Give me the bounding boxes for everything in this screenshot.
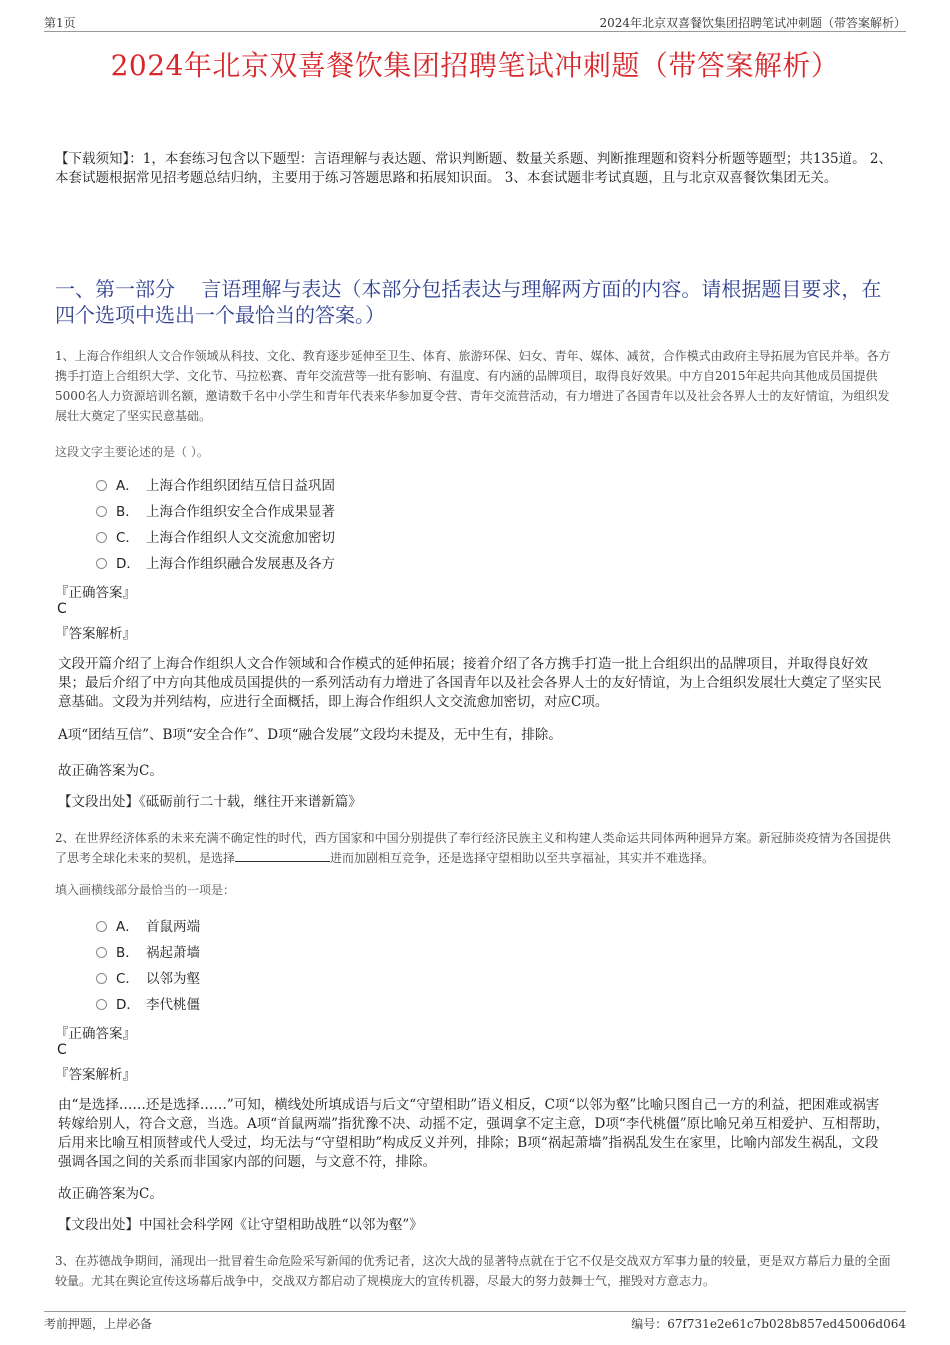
analysis-paragraph: 文段开篇介绍了上海合作组织人文合作领域和合作模式的延伸拓展；接着介绍了各方携手打造一批上合组织出的品牌项目，并取得良好效果；最后介绍了中方向其他成员国提供的一系列活动有力增进了各国青年以及社会各界人士的友好情谊，为上合组织发展壮大奠定了坚实民意基础。文段为并列结构，应进行全面概括，即上海合作组织人文交流愈加密切，对应C项。 bbox=[58, 656, 882, 710]
page-title: 2024年北京双喜餐饮集团招聘笔试冲刺题（带答案解析） bbox=[110, 49, 840, 82]
fill-in-blank bbox=[235, 849, 330, 862]
analysis-paragraph: A项“团结互信”、B项“安全合作”、D项“融合发展”文段均未提及，无中生有，排除。 bbox=[58, 727, 562, 743]
analysis-conclusion: 故正确答案为C。 bbox=[58, 1186, 163, 1202]
question-3-text: 3、在苏德战争期间，涌现出一批冒着生命危险采写新闻的优秀记者，这次大战的显著特点就在于它不仅是交战双方军事力量的较量，更是双方幕后力量的全面较量。尤其在舆论宣传这场幕后战争中，交战双方都启动了规模庞大的宣传机器，尽最大的努力鼓舞士气，摧毁对方意志力。 bbox=[55, 1254, 891, 1288]
source-citation: 【文段出处】中国社会科学网《让守望相助战胜“以邻为壑”》 bbox=[58, 1217, 423, 1233]
radio-button[interactable] bbox=[96, 973, 107, 984]
option-c[interactable]: C． 上海合作组织人文交流愈加密切 bbox=[96, 525, 335, 551]
radio-button[interactable] bbox=[96, 558, 107, 569]
question-1-stem: 这段文字主要论述的是（ ）。 bbox=[55, 445, 209, 459]
question-2-options bbox=[96, 914, 200, 1018]
option-d[interactable]: D． 李代桃僵 bbox=[96, 992, 200, 1018]
analysis-conclusion: 故正确答案为C。 bbox=[58, 763, 163, 779]
source-citation: 【文段出处】《砥砺前行二十载，继往开来谱新篇》 bbox=[58, 794, 362, 810]
analysis-label: 『答案解析』 bbox=[55, 1067, 136, 1083]
question-1-text: 1、上海合作组织人文合作领域从科技、文化、教育逐步延伸至卫生、体育、旅游环保、妇女、青年、媒体、减贫，合作模式由政府主导拓展为官民并举。各方携手打造上合组织大学、文化节、马拉松赛、青年交流营等一批有影响、有温度、有内涵的品牌项目，取得良好效果。中方自2015年起共向其他成员国提供5000名人力资源培训名额，邀请数千名中小学生和青年代表来华参加夏令营、青年交流营活动，有力增进了各国青年以及社会各界人士的友好情谊，为组织发展壮大奠定了坚实民意基础。 bbox=[55, 349, 891, 423]
analysis-label: 『答案解析』 bbox=[55, 626, 136, 642]
section-heading: 一、第一部分 言语理解与表达（本部分包括表达与理解两方面的内容。请根据题目要求，在四个选项中选出一个最恰当的答案。） bbox=[55, 277, 882, 327]
option-c[interactable]: C． 以邻为壑 bbox=[96, 966, 200, 992]
footer-slogan: 考前押题，上岸必备 bbox=[44, 1317, 153, 1331]
question-2-text: 2、在世界经济体系的未来充满不确定性的时代，西方国家和中国分别提供了奉行经济民族主义和构建人类命运共同体两种迥异方案。新冠肺炎疫情为各国提供了思考全球化未来的契机，是选择 进而加剧相互竞争，还是选择守望相助以至共享福祉，其实并不难选择。 bbox=[55, 831, 891, 865]
option-b[interactable]: B． 上海合作组织安全合作成果显著 bbox=[96, 499, 335, 525]
radio-button[interactable] bbox=[96, 921, 107, 932]
option-d[interactable]: D． 上海合作组织融合发展惠及各方 bbox=[96, 551, 335, 577]
question-2-stem: 填入画横线部分最恰当的一项是： bbox=[55, 883, 236, 897]
answer-label: 『正确答案』 bbox=[55, 1026, 136, 1042]
page-number: 第1页 bbox=[44, 16, 76, 30]
correct-answer: C bbox=[57, 1042, 67, 1058]
option-a[interactable]: A． 首鼠两端 bbox=[96, 914, 200, 940]
option-b[interactable]: B． 祸起萧墙 bbox=[96, 940, 200, 966]
footer-serial: 编号：67f731e2e61c7b028b857ed45006d064 bbox=[631, 1317, 906, 1331]
option-a[interactable]: A． 上海合作组织团结互信日益巩固 bbox=[96, 473, 335, 499]
answer-label: 『正确答案』 bbox=[55, 585, 136, 601]
radio-button[interactable] bbox=[96, 999, 107, 1010]
radio-button[interactable] bbox=[96, 947, 107, 958]
analysis-paragraph: 由“是选择……还是选择……”可知，横线处所填成语与后文“守望相助”语义相反，C项“以邻为壑”比喻只图自己一方的利益，把困难或祸害转嫁给别人，符合文意，当选。A项“首鼠两端”指犹豫不决、动摇不定，强调拿不定主意，D项“李代桃僵”原比喻兄弟互相爱护、互相帮助，后用来比喻互相顶替或代人受过，均无法与“守望相助”构成反义并列，排除；B项“祸起萧墙”指祸乱发生在家里，比喻内部发生祸乱，文段强调各国之间的关系而非国家内部的问题，与文意不符，排除。 bbox=[58, 1097, 890, 1170]
download-notice: 【下载须知】：1，本套练习包含以下题型：言语理解与表达题、常识判断题、数量关系题、判断推理题和资料分析题等题型；共135道。 2、本套试题根据常见招考题总结归纳，主要用于练习答题思路和拓展知识面。 3、本套试题非考试真题，且与北京双喜餐饮集团无关。 bbox=[55, 151, 892, 186]
radio-button[interactable] bbox=[96, 532, 107, 543]
header-doc-title: 2024年北京双喜餐饮集团招聘笔试冲刺题（带答案解析） bbox=[599, 16, 906, 30]
question-1-options bbox=[96, 473, 335, 577]
radio-button[interactable] bbox=[96, 506, 107, 517]
correct-answer: C bbox=[57, 601, 67, 617]
radio-button[interactable] bbox=[96, 480, 107, 491]
header-divider bbox=[44, 31, 906, 32]
footer-divider bbox=[44, 1311, 906, 1312]
